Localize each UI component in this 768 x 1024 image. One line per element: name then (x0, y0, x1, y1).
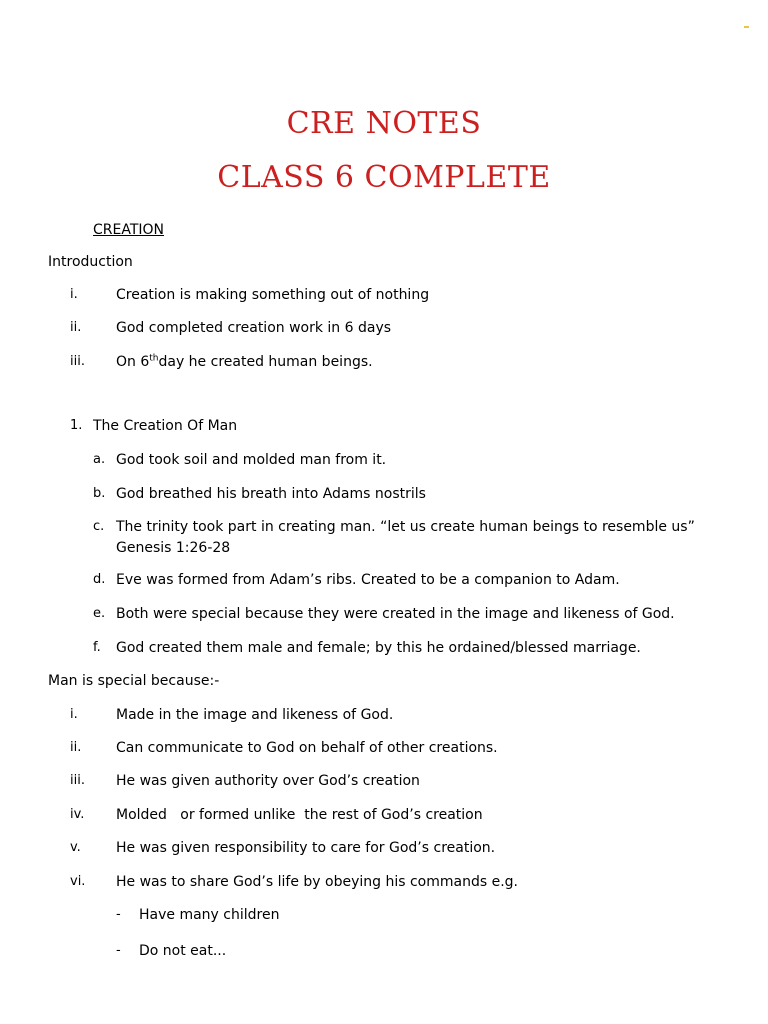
list-letter: a. (93, 452, 106, 467)
bullet-dash: - (116, 943, 121, 958)
sub-list-item: Do not eat... (139, 943, 227, 959)
list-item: He was to share God’s life by obeying his commands e.g. (116, 874, 518, 890)
list-number: iii. (70, 354, 85, 369)
section-number: 1. (70, 418, 83, 433)
section-heading: CREATION (93, 222, 165, 238)
list-item: He was given authority over God’s creation (116, 773, 420, 789)
list-number: ii. (70, 740, 82, 755)
corner-mark (744, 26, 749, 28)
bullet-dash: - (116, 907, 121, 922)
list-item: Both were special because they were created in the image and likeness of God. (116, 606, 675, 622)
document-title: CRE NOTES (286, 106, 482, 141)
list-item: On 6thday he created human beings. (116, 353, 373, 370)
list-item: Eve was formed from Adam’s ribs. Created to be a companion to Adam. (116, 572, 620, 588)
list-number: i. (70, 707, 78, 722)
list-letter: e. (93, 606, 106, 621)
list-number: iv. (70, 807, 85, 822)
list-item: God created them male and female; by this he ordained/blessed marriage. (116, 640, 641, 656)
special-label: Man is special because:- (48, 673, 220, 689)
list-letter: c. (93, 519, 105, 534)
list-number: i. (70, 287, 78, 302)
list-number: v. (70, 840, 81, 855)
list-number: vi. (70, 874, 86, 889)
list-letter: f. (93, 640, 101, 655)
superscript: th (149, 353, 159, 364)
sub-list-item: Have many children (139, 907, 280, 923)
list-number: iii. (70, 773, 85, 788)
list-item: Creation is making something out of nothing (116, 287, 430, 303)
list-item: Molded or formed unlike the rest of God’s creation (116, 807, 483, 823)
list-number: ii. (70, 320, 82, 335)
document-subtitle: CLASS 6 COMPLETE (217, 160, 551, 195)
list-item: Can communicate to God on behalf of other creations. (116, 740, 498, 756)
list-item: Made in the image and likeness of God. (116, 707, 394, 723)
list-letter: d. (93, 572, 106, 587)
subsection-heading: The Creation Of Man (93, 418, 238, 434)
list-item: The trinity took part in creating man. “let us create human beings to resemble us” (116, 519, 695, 535)
list-item: He was given responsibility to care for God’s creation. (116, 840, 496, 856)
list-item: God breathed his breath into Adams nostrils (116, 486, 426, 502)
list-letter: b. (93, 486, 106, 501)
list-item: God completed creation work in 6 days (116, 320, 392, 336)
intro-label: Introduction (48, 254, 133, 270)
list-item-continuation: Genesis 1:26-28 (116, 540, 231, 556)
list-item: God took soil and molded man from it. (116, 452, 387, 468)
